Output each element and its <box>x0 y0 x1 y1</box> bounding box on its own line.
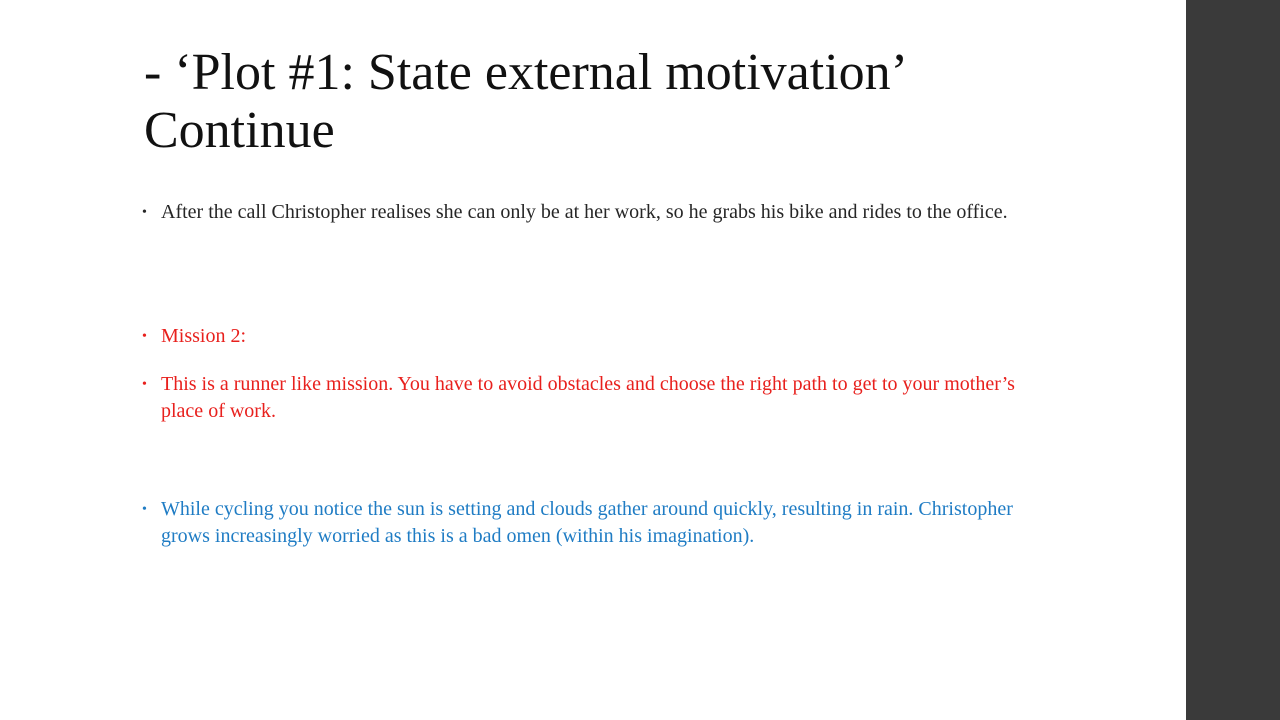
bullet-item-mission-heading <box>142 323 1032 350</box>
bullet-marker: • <box>142 377 147 392</box>
slide-title <box>144 44 1144 160</box>
bullet-text: After the call Christopher realises she can only be at her work, so he grabs his bike and rides to the office. <box>161 201 1008 223</box>
bullet-marker: • <box>142 502 147 517</box>
bullet-item-mission-description <box>142 371 1032 425</box>
bullet-item-cycling <box>142 496 1032 550</box>
bullet-marker: • <box>142 329 147 344</box>
slide-title-line-2: Continue <box>144 102 335 159</box>
bullet-text: While cycling you notice the sun is setting and clouds gather around quickly, resulting in rain. Christopher grows increasingly worried as this is a bad omen (within his imagination). <box>161 498 1013 547</box>
bullet-text: This is a runner like mission. You have to avoid obstacles and choose the right path to get to your mother’s place of work. <box>161 373 1015 422</box>
side-bar <box>1186 0 1280 720</box>
bullet-text: Mission 2: <box>161 325 247 347</box>
bullet-item-call <box>142 199 1032 226</box>
bullet-marker: • <box>142 205 147 220</box>
slide-title-line-1: - ‘Plot #1: State external motivation’ <box>144 44 908 101</box>
